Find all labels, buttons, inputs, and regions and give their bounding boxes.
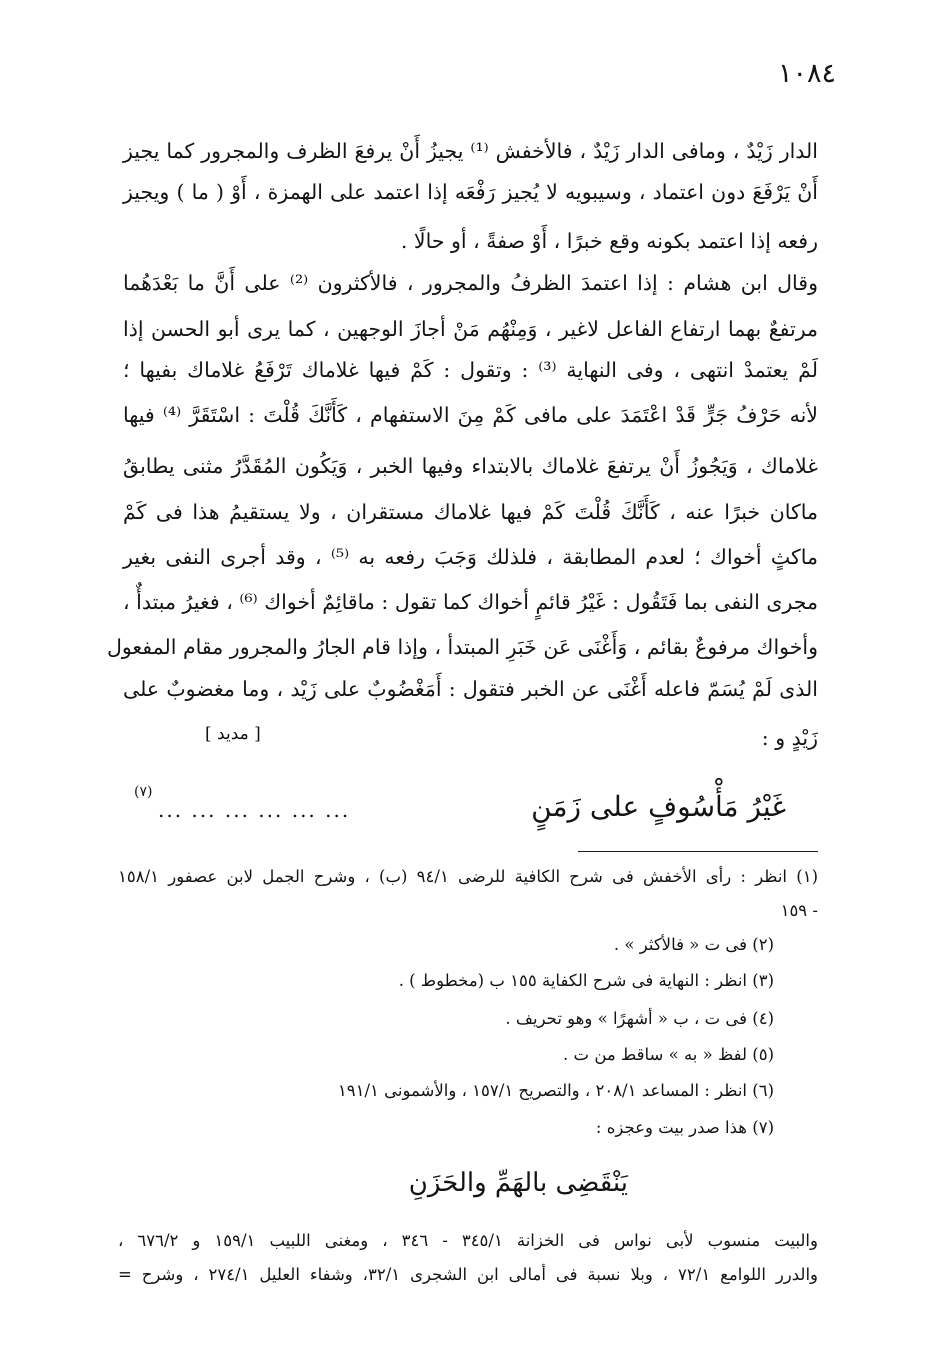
footnote: (١) انظر : رأى الأخفش فى شرح الكافية للرضى ٩٤/١ (ب) ، وشرح الجمل لابن عصفور ١٥٨/١	[118, 867, 818, 886]
footnote: (٧) هذا صدر بيت وعجزه :	[595, 1118, 774, 1137]
verse	[118, 784, 818, 834]
body-line: غلاماك ، وَيَجُوزُ أَنْ يرتفعَ غلاماك بالابتداء وفيها الخبر ، وَيَكُون المُقَدَّرُ مثنى يطابقُ	[123, 454, 818, 478]
footnote-tail: والدرر اللوامع ٧٢/١ ، وبلا نسبة فى أمالى ابن الشجرى ٣٢/١، وشفاء العليل ٢٧٤/١ ، وشرح =	[118, 1265, 819, 1284]
body-line: زَيْدٍ و :	[761, 726, 818, 750]
footnote-divider	[578, 851, 818, 852]
page-number: ١٠٨٤	[777, 58, 836, 89]
body-line: الدار زَيْدٌ ، ومافى الدار زَيْدٌ ، فالأخفش ⁽¹⁾ يجيزُ أَنْ يرفعَ الظرف والمجرور كما يجيز	[123, 139, 818, 163]
meter-tag: [ مديد ]	[205, 724, 261, 744]
verse-text: غَيْرُ مَأْسُوفٍ على زَمَنٍ	[531, 790, 786, 823]
verse-footnote-ref: (٧)	[134, 784, 153, 800]
footnote: (٥) لفظ « به » ساقط من ت .	[563, 1045, 774, 1064]
footnote: (٤) فى ت ، ب « أشهرًا » وهو تحريف .	[505, 1009, 774, 1028]
footnote-continuation: - ١٥٩	[780, 901, 818, 920]
verse-dots: ... ... ... ... ... ...	[158, 798, 351, 822]
body-line: ماكان خبرًا عنه ، كَأَنَّكَ قُلْتَ كَمْ فيها غلاماك مستقران ، ولا يستقيمُ هذا فى كَمْ	[123, 500, 818, 524]
footnote-tail: والبيت منسوب لأبى نواس فى الخزانة ٣٤٥/١ - ٣٤٦ ، ومغنى اللبيب ١٥٩/١ و ٦٧٦/٢ ،	[118, 1231, 818, 1250]
footnote: (٣) انظر : النهاية فى شرح الكفاية ١٥٥ ب (مخطوط ) .	[398, 971, 774, 990]
body-line: وأخواك مرفوعٌ بقائم ، وَأَغْنَى عَن خَبَرِ المبتدأ ، وإذا قام الجارُ والمجرور مقام المفعول	[106, 635, 818, 659]
body-line: لَمْ يعتمدْ انتهى ، وفى النهاية ⁽³⁾ : وتقول : كَمْ فيها غلاماك تَرْفَعُ غلاماك بفيها ؛	[123, 358, 818, 382]
body-line: الذى لَمْ يُسَمّ فاعله أَغْنَى عن الخبر فتقول : أَمَغْضُوبٌ على زَيْد ، وما مغضوبٌ على	[123, 677, 818, 701]
body-line: مجرى النفى بما فَتَقُول : غَيْرُ قائمٍ أخواك كما تقول : ماقائِمٌ أخواك ⁽⁶⁾ ، فغيرُ مبتدأٌ ،	[123, 590, 818, 614]
body-line: وقال ابن هشام : إذا اعتمدَ الظرفُ والمجرور ، فالأكثرون ⁽²⁾ على أَنَّ ما بَعْدَهُما	[123, 271, 819, 295]
footnote: (٢) فى ت « فالأكثر » .	[613, 935, 774, 954]
body-line: لأنه حَرْفُ جَرٍّ قَدْ اعْتَمَدَ على مافى كَمْ مِنَ الاستفهام ، كَأَنَّكَ قُلْتَ : اسْتَقَرَّ ⁽⁴⁾ فيها	[123, 403, 818, 427]
body-line: رفعه إذا اعتمد بكونه وقع خبرًا ، أَوْ صفةً ، أو حالًا .	[400, 229, 818, 253]
body-line: مرتفعٌ بهما ارتفاع الفاعل لاغير ، وَمِنْهُم مَنْ أجازَ الوجهين ، كما يرى أبو الحسن إذا	[123, 317, 818, 341]
body-line: أَنْ يَرْفَعَ دون اعتماد ، وسيبويه لا يُجيز رَفْعَه إذا اعتمد على الهمزة ، أَوْ ( ما ) ويجيز	[123, 180, 818, 204]
footnote-verse: يَنْقَضِى بالهَمِّ والحَزَنِ	[408, 1168, 628, 1198]
body-line: ماكثٍ أخواك ؛ لعدم المطابقة ، فلذلك وَجَبَ رفعه به ⁽⁵⁾ ، وقد أجرى النفى بغير	[123, 545, 818, 569]
footnote: (٦) انظر : المساعد ٢٠٨/١ ، والتصريح ١٥٧/١ ، والأشمونى ١٩١/١	[337, 1081, 774, 1100]
